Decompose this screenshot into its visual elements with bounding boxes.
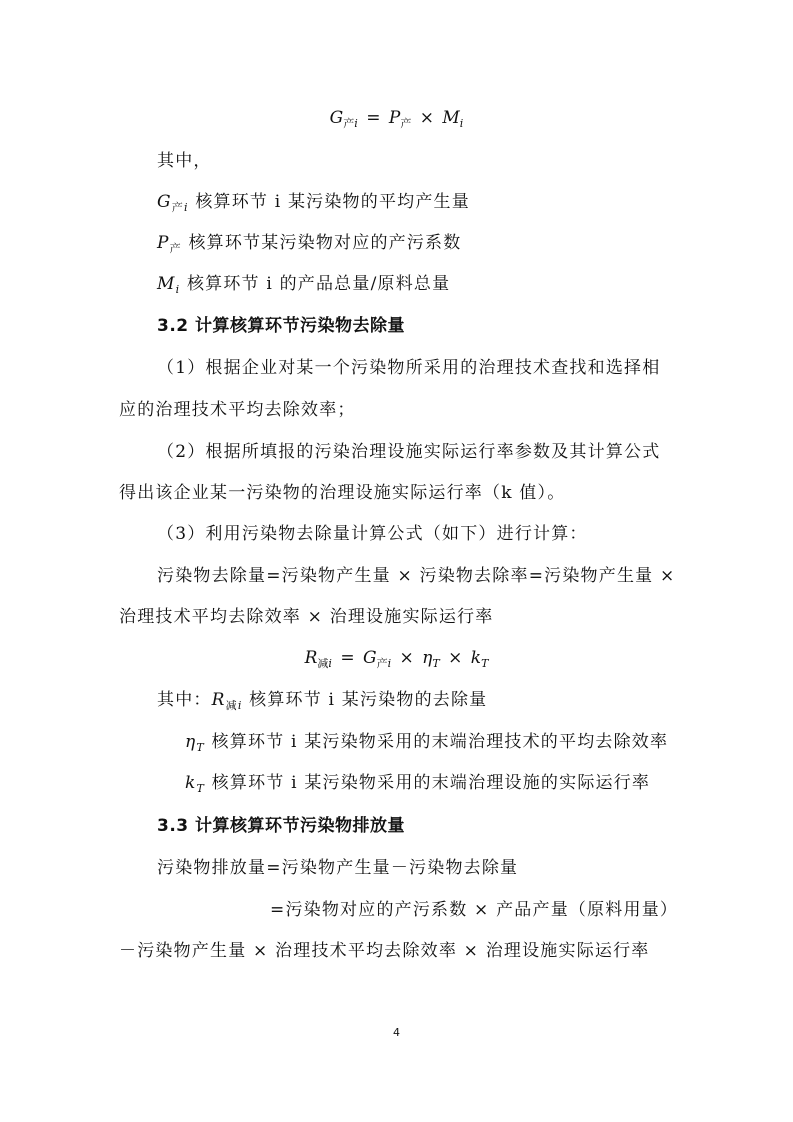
definition-G bbox=[157, 190, 793, 220]
paragraph-2-line-2: 得出该企业某一污染物的治理设施实际运行率（k 值）。 bbox=[119, 483, 566, 503]
equals-sign: = bbox=[340, 648, 355, 668]
symbol-R: R bbox=[304, 648, 318, 668]
paragraph-1-line-2: 应的治理技术平均去除效率； bbox=[119, 400, 356, 420]
def-index: T bbox=[196, 782, 206, 795]
paragraph-5: 污染物排放量=污染物产生量－污染物去除量 bbox=[157, 858, 519, 878]
def-symbol: R bbox=[211, 690, 226, 710]
subscript: 产 bbox=[343, 117, 355, 130]
paragraph-6-line-1: =污染物对应的产污系数 × 产品产量（原料用量） bbox=[270, 900, 679, 920]
formula-removal bbox=[0, 646, 793, 676]
paragraph-4-line-1: 污染物去除量=污染物产生量 × 污染物去除率=污染物产生量 × bbox=[157, 566, 676, 586]
def-symbol: k bbox=[185, 773, 197, 793]
def-text: 核算环节 i 某污染物采用的末端治理技术的平均去除效率 bbox=[211, 732, 669, 752]
def-text: 核算环节 i 某污染物的平均产生量 bbox=[195, 192, 470, 212]
def-text: 核算环节 i 某污染物的去除量 bbox=[249, 690, 488, 710]
definition-k bbox=[185, 771, 793, 801]
symbol-eta: η bbox=[422, 648, 433, 668]
def-subscript: 产 bbox=[169, 242, 182, 255]
def-text: 核算环节 i 的产品总量/原料总量 bbox=[186, 274, 451, 294]
times-sign: × bbox=[399, 648, 414, 668]
definition-R bbox=[157, 688, 793, 718]
def-index: i bbox=[183, 201, 189, 214]
def-subscript: 产 bbox=[171, 201, 184, 214]
def-index: i bbox=[237, 699, 243, 712]
index: T bbox=[432, 657, 440, 670]
def-index: i bbox=[175, 283, 181, 296]
index: T bbox=[481, 657, 489, 670]
times-sign: × bbox=[448, 648, 463, 668]
equals-sign: = bbox=[366, 108, 381, 128]
symbol-P: P bbox=[388, 108, 401, 128]
paragraph-6-line-2: －污染物产生量 × 治理技术平均去除效率 × 治理设施实际运行率 bbox=[119, 941, 650, 961]
where-label-2: 其中： bbox=[157, 690, 212, 710]
def-symbol: η bbox=[185, 732, 197, 752]
def-symbol: G bbox=[157, 192, 172, 212]
def-symbol: P bbox=[157, 233, 170, 253]
def-subscript: 减 bbox=[225, 699, 238, 712]
def-symbol: M bbox=[157, 274, 176, 294]
symbol-G: G bbox=[329, 108, 344, 128]
paragraph-1-line-1: （1）根据企业对某一个污染物所采用的治理技术查找和选择相 bbox=[157, 358, 661, 378]
def-text: 核算环节某污染物对应的产污系数 bbox=[188, 233, 462, 253]
def-index: T bbox=[196, 741, 205, 754]
where-label: 其中， bbox=[157, 151, 212, 171]
symbol-M: M bbox=[442, 108, 460, 128]
symbol-k: k bbox=[470, 648, 482, 668]
paragraph-3: （3）利用污染物去除量计算公式（如下）进行计算： bbox=[157, 524, 588, 544]
formula-generation bbox=[0, 106, 793, 136]
definition-P bbox=[157, 231, 793, 261]
index: i bbox=[459, 117, 464, 130]
symbol-G: G bbox=[362, 648, 377, 668]
subscript: 产 bbox=[376, 657, 388, 670]
times-sign: × bbox=[419, 108, 434, 128]
definition-M bbox=[157, 272, 793, 302]
paragraph-2-line-1: （2）根据所填报的污染治理设施实际运行率参数及其计算公式 bbox=[157, 442, 661, 462]
subscript: 减 bbox=[317, 657, 329, 670]
definition-eta bbox=[185, 730, 793, 760]
section-heading-3-3: 3.3 计算核算环节污染物排放量 bbox=[157, 816, 406, 836]
index: i bbox=[354, 117, 358, 130]
subscript: 产 bbox=[400, 117, 412, 130]
index: i bbox=[387, 657, 392, 670]
index: i bbox=[328, 657, 332, 670]
paragraph-4-line-2: 治理技术平均去除效率 × 治理设施实际运行率 bbox=[119, 607, 494, 627]
section-heading-3-2: 3.2 计算核算环节污染物去除量 bbox=[157, 316, 406, 336]
page-number: 4 bbox=[393, 1026, 400, 1039]
def-text: 核算环节 i 某污染物采用的末端治理设施的实际运行率 bbox=[211, 773, 651, 793]
